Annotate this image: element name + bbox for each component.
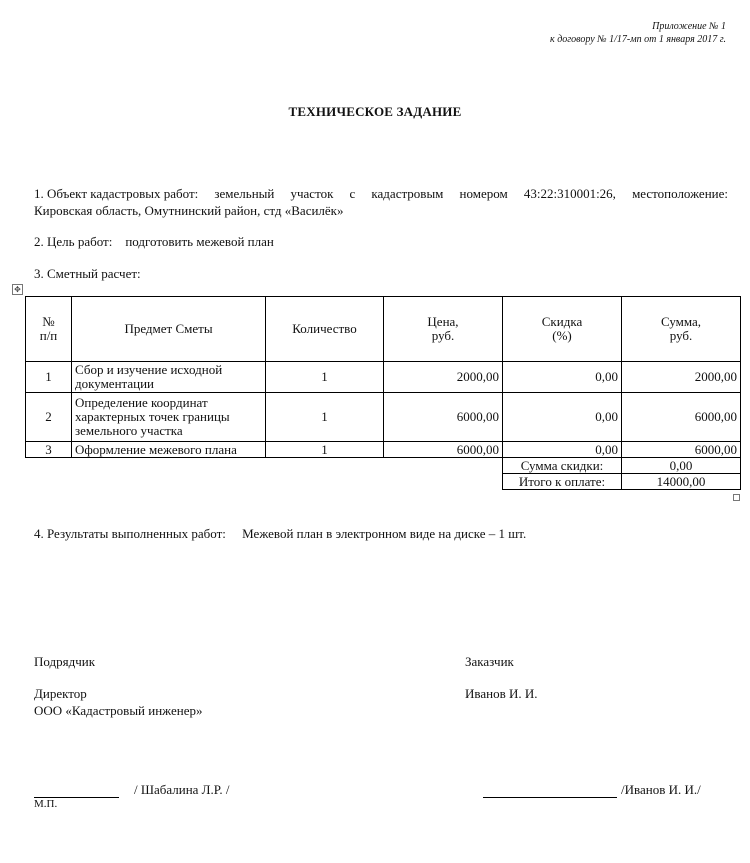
header-discount: Скидка (%) bbox=[503, 297, 622, 362]
item-1-location: Кировская область, Омутнинский район, стд «Василёк» bbox=[34, 203, 344, 218]
document-title: ТЕХНИЧЕСКОЕ ЗАДАНИЕ bbox=[288, 104, 462, 119]
table-header-row bbox=[26, 297, 741, 362]
item-2-goal bbox=[34, 234, 274, 250]
contractor-position: Директор bbox=[34, 686, 87, 701]
row-num: 2 bbox=[26, 393, 72, 442]
row-num: 3 bbox=[26, 442, 72, 458]
item-1-word: земельный bbox=[214, 186, 275, 201]
row-discount: 0,00 bbox=[503, 393, 622, 442]
row-price: 6000,00 bbox=[384, 442, 503, 458]
row-discount: 0,00 bbox=[503, 442, 622, 458]
item-1-label: 1. Объект кадастровых работ: bbox=[34, 186, 199, 201]
discount-total-label: Сумма скидки: bbox=[503, 458, 622, 474]
row-subject: Определение координат характерных точек границы земельного участка bbox=[72, 393, 266, 442]
table-row bbox=[26, 362, 741, 393]
appendix-line-2: к договору № 1/17-мп от 1 января 2017 г. bbox=[550, 34, 726, 45]
row-price: 2000,00 bbox=[384, 362, 503, 393]
discount-total-value: 0,00 bbox=[622, 458, 741, 474]
customer-name: Иванов И. И. bbox=[465, 686, 538, 701]
cadastral-number: 43:22:310001:26, bbox=[523, 186, 616, 201]
customer-signature: /Иванов И. И./ bbox=[621, 782, 701, 797]
table-move-handle-icon[interactable]: ✥ bbox=[12, 284, 23, 295]
item-4-label: 4. Результаты выполненных работ: bbox=[34, 526, 226, 541]
row-price: 6000,00 bbox=[384, 393, 503, 442]
discount-total-row bbox=[26, 458, 741, 474]
item-4-value: Межевой план в электронном виде на диске – 1 шт. bbox=[242, 526, 527, 541]
item-3-label: 3. Сметный расчет: bbox=[34, 266, 141, 281]
table-resize-handle-icon[interactable] bbox=[733, 494, 740, 501]
grand-total-label: Итого к оплате: bbox=[503, 474, 622, 490]
item-2-label: 2. Цель работ: bbox=[34, 234, 113, 249]
item-1-word: местоположение: bbox=[632, 186, 728, 201]
grand-total-value: 14000,00 bbox=[622, 474, 741, 490]
item-1-word: кадастровым bbox=[371, 186, 444, 201]
row-quantity: 1 bbox=[266, 442, 384, 458]
estimate-table bbox=[25, 296, 741, 490]
customer-label: Заказчик bbox=[465, 654, 514, 669]
customer-signature-line bbox=[483, 796, 617, 798]
item-1-word: номером bbox=[459, 186, 508, 201]
contractor-label: Подрядчик bbox=[34, 654, 96, 669]
header-price: Цена, руб. bbox=[384, 297, 503, 362]
row-quantity: 1 bbox=[266, 362, 384, 393]
row-subject: Оформление межевого плана bbox=[72, 442, 266, 458]
contractor-signature: / Шабалина Л.Р. / bbox=[134, 782, 230, 797]
contractor-organization: ООО «Кадастровый инженер» bbox=[34, 703, 203, 718]
row-sum: 6000,00 bbox=[622, 393, 741, 442]
header-sum: Сумма, руб. bbox=[622, 297, 741, 362]
appendix-line-1: Приложение № 1 bbox=[652, 21, 726, 32]
item-1-word: с bbox=[349, 186, 356, 201]
header-quantity: Количество bbox=[266, 297, 384, 362]
header-num: № п/п bbox=[26, 297, 72, 362]
row-sum: 6000,00 bbox=[622, 442, 741, 458]
table-row bbox=[26, 442, 741, 458]
row-subject: Сбор и изучение исходной документации bbox=[72, 362, 266, 393]
item-4-results bbox=[34, 526, 526, 542]
row-num: 1 bbox=[26, 362, 72, 393]
appendix-note bbox=[550, 20, 726, 46]
grand-total-row bbox=[26, 474, 741, 490]
stamp-label: М.П. bbox=[34, 798, 58, 810]
item-2-value: подготовить межевой план bbox=[125, 234, 274, 249]
row-discount: 0,00 bbox=[503, 362, 622, 393]
item-1-object bbox=[34, 185, 728, 219]
header-subject: Предмет Сметы bbox=[72, 297, 266, 362]
row-sum: 2000,00 bbox=[622, 362, 741, 393]
table-row bbox=[26, 393, 741, 442]
row-quantity: 1 bbox=[266, 393, 384, 442]
item-1-word: участок bbox=[290, 186, 334, 201]
